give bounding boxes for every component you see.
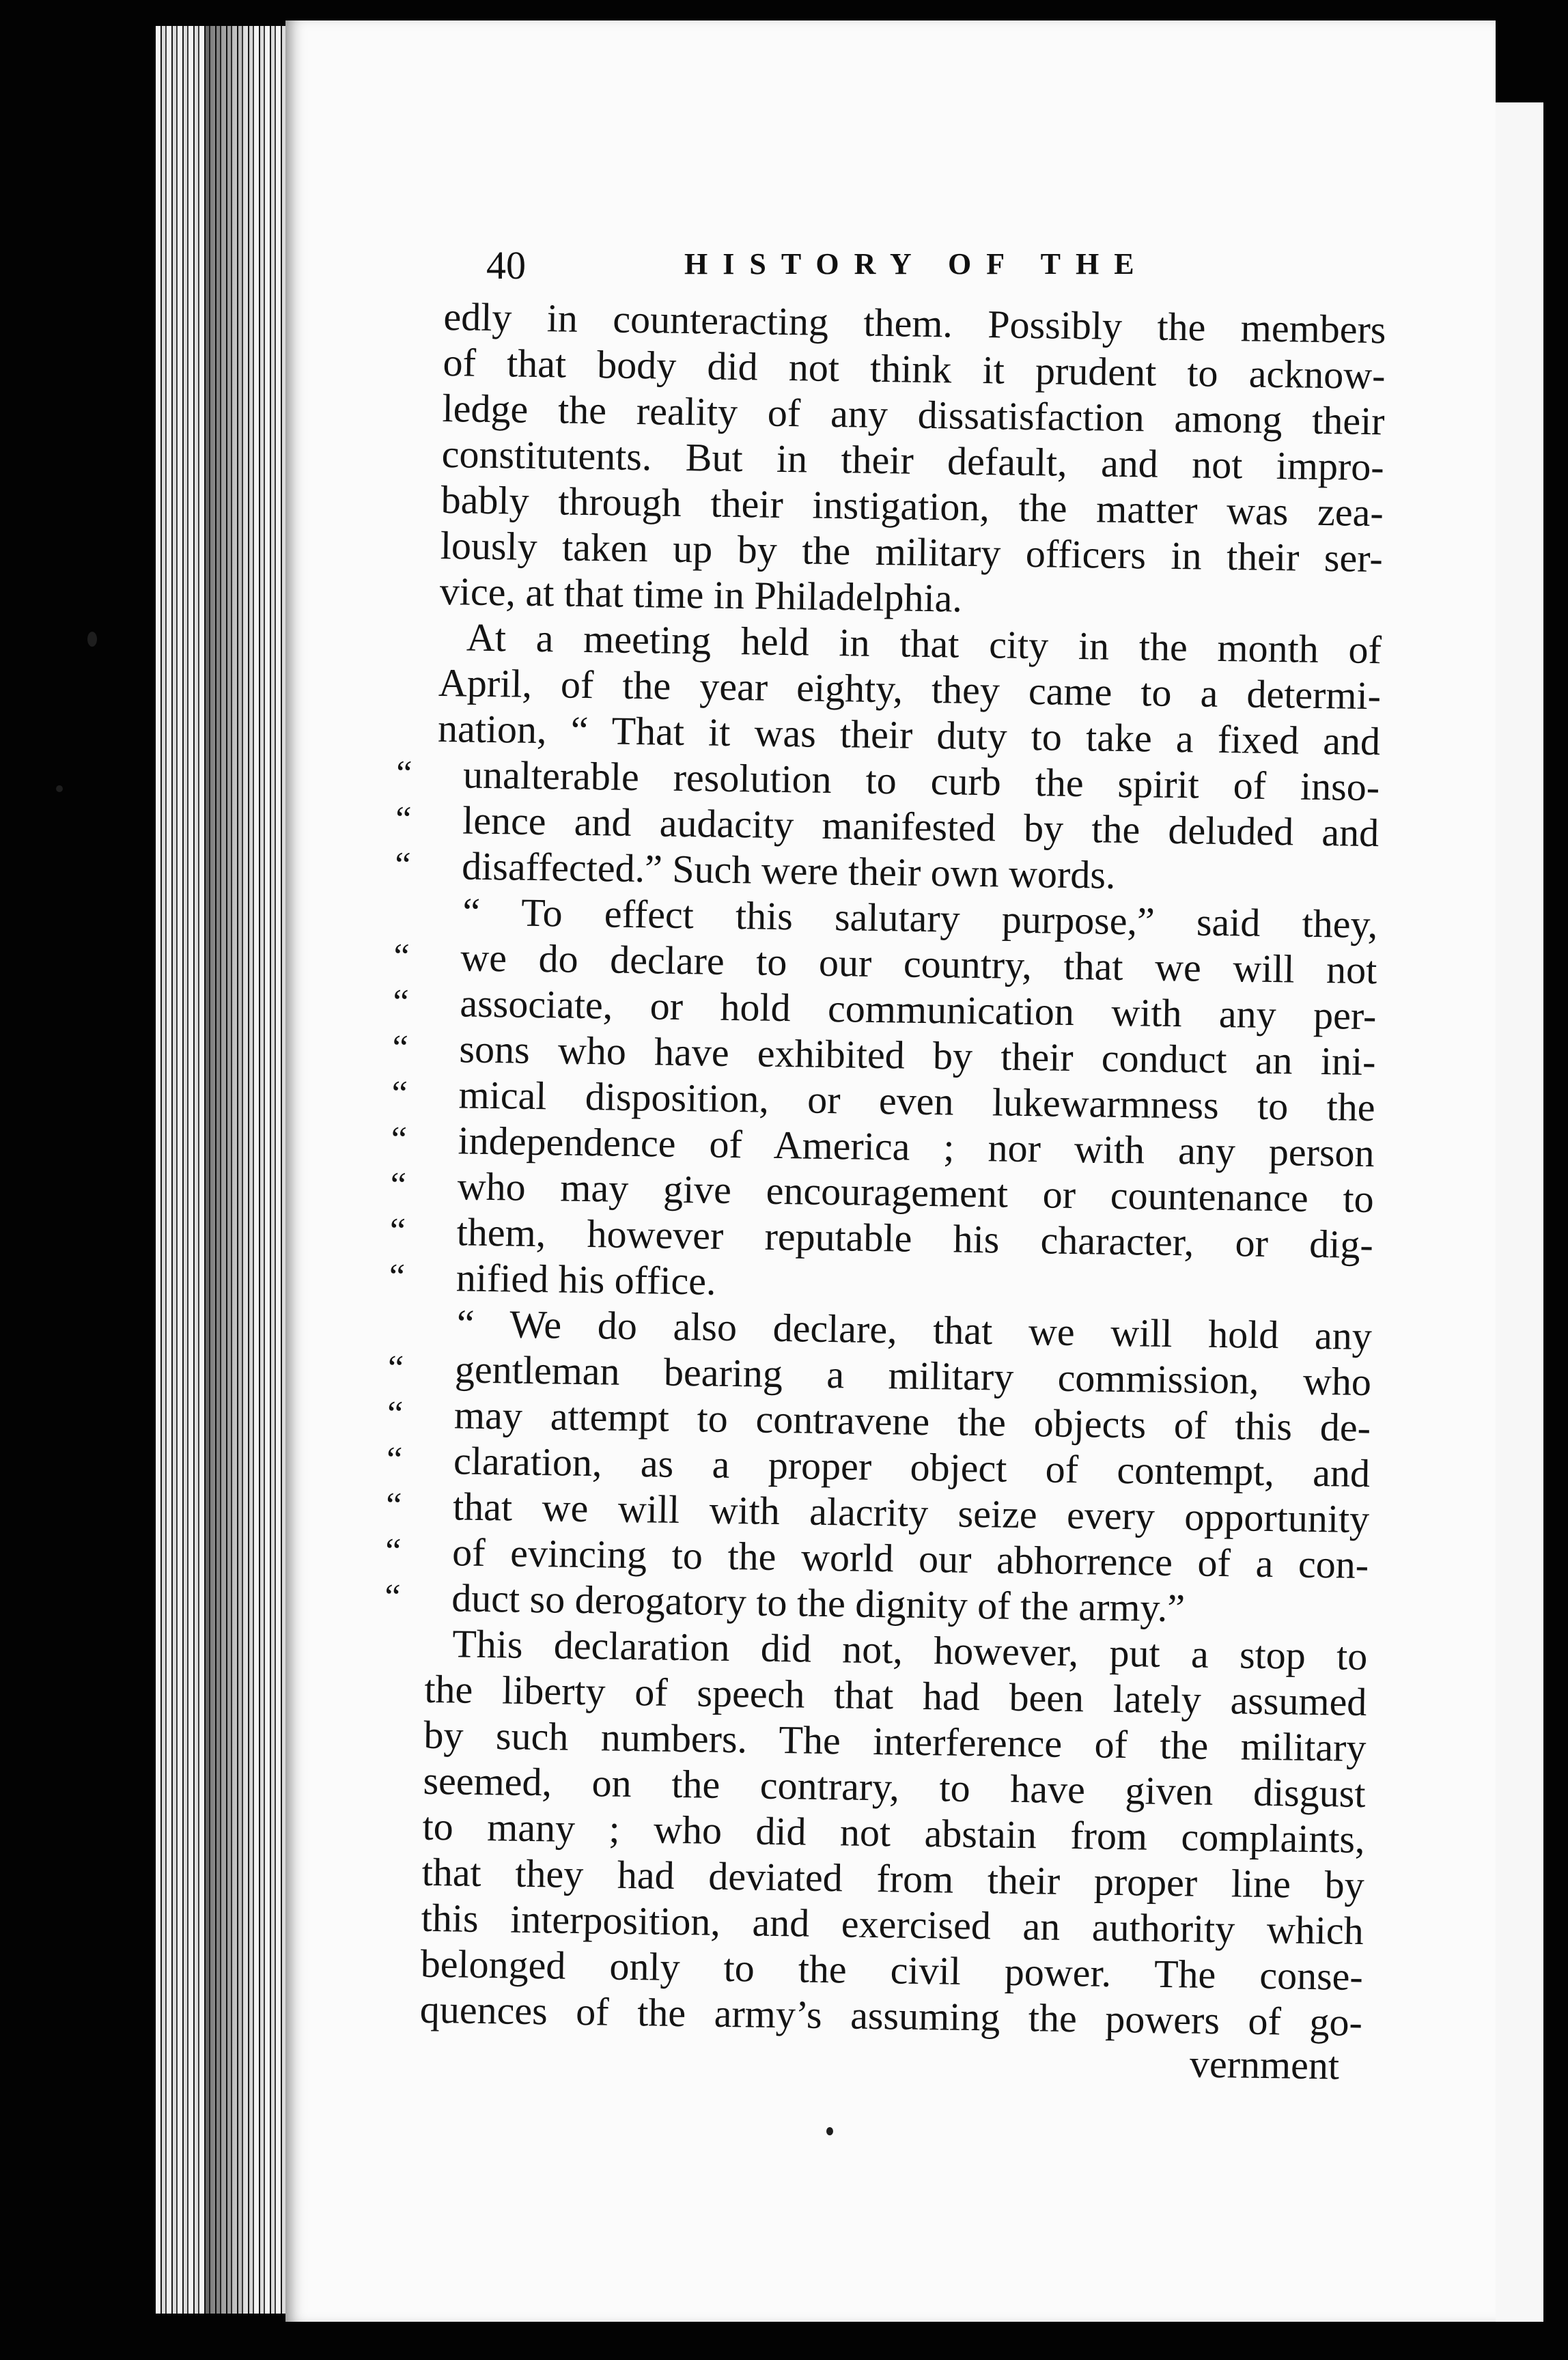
text-line: This declaration did not, however, put a stop to bbox=[451, 1621, 1368, 1679]
text-line: quences of the army’s assuming the powers of go- bbox=[419, 1986, 1363, 2045]
text-line: nation, “ That it was their duty to take a fixed and bbox=[437, 705, 1381, 764]
line-text: unalterable resolution to curb the spirit of inso- bbox=[462, 752, 1380, 810]
running-title: HISTORY OF THE bbox=[684, 247, 1149, 281]
text-line: constitutents. But in their default, and not impro- bbox=[441, 431, 1385, 490]
line-text: of evincing to the world our abhorrence of a con- bbox=[451, 1530, 1369, 1588]
text-line: At a meeting held in that city in the month of bbox=[466, 615, 1382, 673]
text-line: April, of the year eighty, they came to a determi- bbox=[438, 660, 1382, 718]
line-text: mical disposition, or even lukewarmness to the bbox=[458, 1072, 1375, 1130]
text-line: seemed, on the contrary, to have given disgust bbox=[423, 1758, 1366, 1816]
line-text: them, however reputable his character, or dig- bbox=[456, 1209, 1374, 1267]
line-text: sons who have exhibited by their conduct an ini- bbox=[459, 1026, 1376, 1084]
body-text bbox=[384, 294, 1399, 2045]
quotation-mark: “ bbox=[393, 983, 409, 1022]
quotation-mark: “ bbox=[384, 1531, 402, 1571]
quotation-mark: “ bbox=[387, 1349, 404, 1388]
line-text: lence and audacity manifested by the deluded and bbox=[462, 798, 1380, 856]
running-head bbox=[486, 242, 1237, 287]
text-line: “ We do also declare, that we will hold any bbox=[456, 1301, 1373, 1359]
text-line: this interposition, and exercised an authority which bbox=[421, 1895, 1364, 1954]
text-line: the liberty of speech that had been lately assumed bbox=[424, 1666, 1367, 1725]
line-text: who may give encouragement or countenance to bbox=[457, 1164, 1375, 1222]
line-text: claration, as a proper object of contempt, and bbox=[453, 1438, 1371, 1496]
text-line: edly in counteracting them. Possibly the members bbox=[443, 294, 1386, 352]
text-line: “ To effect this salutary purpose,” said they, bbox=[462, 889, 1378, 947]
scan-speck bbox=[56, 785, 63, 792]
facing-page-edge bbox=[1496, 102, 1543, 2322]
quotation-mark: “ bbox=[394, 845, 411, 885]
text-line: bably through their instigation, the matter was zea- bbox=[440, 477, 1384, 535]
line-text: independence of America ; nor with any person bbox=[458, 1118, 1375, 1176]
quotation-mark: “ bbox=[391, 1120, 408, 1160]
quotation-mark: “ bbox=[387, 1394, 404, 1434]
line-text: that we will with alacrity seize every opportunity bbox=[452, 1484, 1370, 1542]
line-text: nified his office. bbox=[456, 1255, 716, 1304]
quotation-mark: “ bbox=[385, 1485, 402, 1526]
text-line: to many ; who did not abstain from complaints, bbox=[422, 1803, 1365, 1862]
page-number: 40 bbox=[486, 243, 526, 287]
line-text: may attempt to contravene the objects of this de- bbox=[453, 1392, 1371, 1450]
quotation-mark: “ bbox=[395, 800, 412, 839]
scan-speck bbox=[87, 632, 97, 647]
text-line: ledge the reality of any dissatisfaction among their bbox=[442, 385, 1385, 444]
quotation-mark: “ bbox=[384, 1577, 401, 1617]
quotation-mark: “ bbox=[389, 1211, 406, 1251]
quotation-mark: “ bbox=[386, 1439, 403, 1480]
quotation-mark: “ bbox=[395, 754, 412, 793]
line-text: associate, or hold communication with any per- bbox=[460, 981, 1377, 1039]
line-text: gentleman bearing a military commission, who bbox=[454, 1347, 1372, 1405]
quotation-mark: “ bbox=[389, 1257, 406, 1297]
text-line: belonged only to the civil power. The conse- bbox=[420, 1941, 1364, 1999]
line-text: disaffected.” Such were their own words. bbox=[461, 843, 1116, 897]
page-edge-shadow bbox=[205, 26, 285, 2314]
text-line: vice, at that time in Philadelphia. bbox=[439, 568, 963, 621]
line-text: we do declare to our country, that we will not bbox=[460, 935, 1377, 993]
catchword: vernment bbox=[1189, 2041, 1340, 2088]
quotation-mark: “ bbox=[393, 937, 410, 977]
text-line: that they had deviated from their proper line by bbox=[421, 1849, 1365, 1908]
text-line: lously taken up by the military officers in their ser- bbox=[440, 522, 1384, 581]
quotation-mark: “ bbox=[390, 1166, 407, 1205]
quotation-mark: “ bbox=[392, 1028, 409, 1068]
scan-speck bbox=[826, 2127, 833, 2135]
line-text: duct so derogatory to the dignity of the army.” bbox=[451, 1575, 1186, 1631]
text-line: by such numbers. The interference of the military bbox=[423, 1712, 1367, 1771]
text-line: of that body did not think it prudent to acknow- bbox=[443, 339, 1386, 398]
quotation-mark: “ bbox=[391, 1074, 408, 1114]
